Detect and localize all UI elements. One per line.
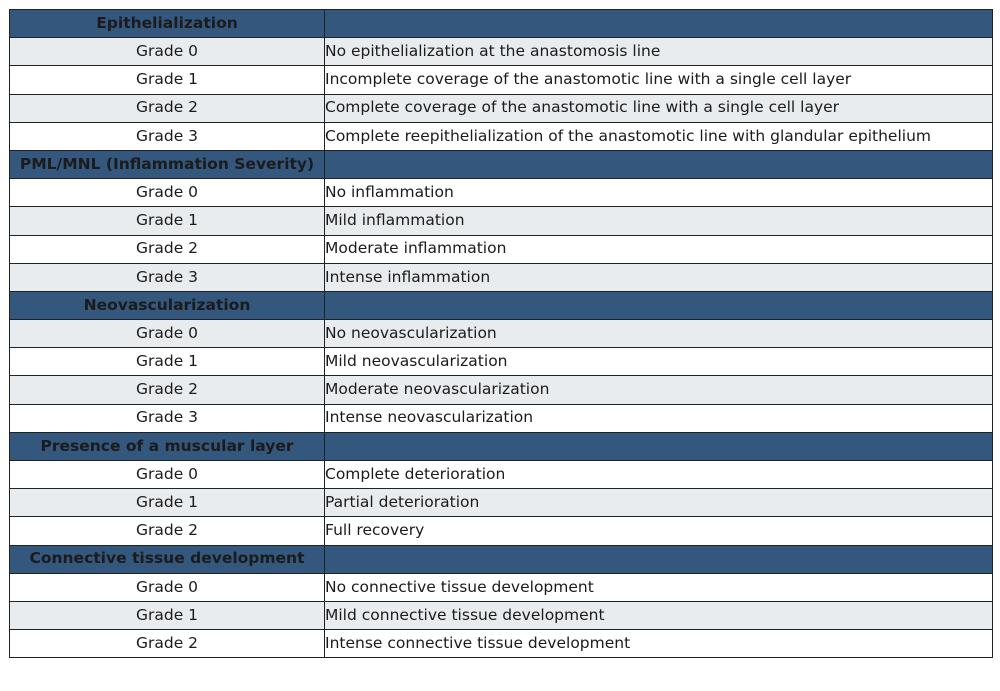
section-title: Neovascularization	[10, 291, 325, 319]
section-header-blank	[325, 545, 993, 573]
grade-cell: Grade 1	[10, 207, 325, 235]
description-cell: No connective tissue development	[325, 573, 993, 601]
table-row	[10, 376, 993, 404]
section-header-row	[10, 432, 993, 460]
section-header-row	[10, 545, 993, 573]
table-row	[10, 348, 993, 376]
grading-table	[9, 9, 993, 658]
table-row	[10, 38, 993, 66]
table-row	[10, 94, 993, 122]
table-row	[10, 235, 993, 263]
section-title: Epithelialization	[10, 10, 325, 38]
grade-cell: Grade 3	[10, 122, 325, 150]
section-header-blank	[325, 291, 993, 319]
grade-cell: Grade 0	[10, 38, 325, 66]
description-cell: Mild connective tissue development	[325, 601, 993, 629]
grade-cell: Grade 2	[10, 235, 325, 263]
description-cell: Mild neovascularization	[325, 348, 993, 376]
grade-cell: Grade 0	[10, 320, 325, 348]
description-cell: Partial deterioration	[325, 489, 993, 517]
table-body	[10, 10, 993, 658]
table-row	[10, 404, 993, 432]
table-row	[10, 66, 993, 94]
table-row	[10, 207, 993, 235]
grade-cell: Grade 2	[10, 630, 325, 658]
grade-cell: Grade 1	[10, 348, 325, 376]
section-title: PML/MNL (Inflammation Severity)	[10, 150, 325, 178]
grade-cell: Grade 0	[10, 461, 325, 489]
description-cell: Mild inflammation	[325, 207, 993, 235]
description-cell: Moderate neovascularization	[325, 376, 993, 404]
table-row	[10, 573, 993, 601]
section-header-blank	[325, 432, 993, 460]
description-cell: Intense neovascularization	[325, 404, 993, 432]
grade-cell: Grade 0	[10, 573, 325, 601]
grade-cell: Grade 0	[10, 179, 325, 207]
section-header-blank	[325, 150, 993, 178]
section-header-row	[10, 150, 993, 178]
description-cell: Incomplete coverage of the anastomotic line with a single cell layer	[325, 66, 993, 94]
grade-cell: Grade 2	[10, 517, 325, 545]
grade-cell: Grade 3	[10, 404, 325, 432]
description-cell: No epithelialization at the anastomosis line	[325, 38, 993, 66]
description-cell: No inflammation	[325, 179, 993, 207]
table-row	[10, 320, 993, 348]
section-header-blank	[325, 10, 993, 38]
description-cell: No neovascularization	[325, 320, 993, 348]
description-cell: Complete coverage of the anastomotic line with a single cell layer	[325, 94, 993, 122]
table-row	[10, 601, 993, 629]
table-row	[10, 263, 993, 291]
table-row	[10, 461, 993, 489]
section-header-row	[10, 291, 993, 319]
description-cell: Moderate inflammation	[325, 235, 993, 263]
section-title: Connective tissue development	[10, 545, 325, 573]
description-cell: Full recovery	[325, 517, 993, 545]
table-row	[10, 122, 993, 150]
description-cell: Intense inflammation	[325, 263, 993, 291]
description-cell: Complete reepithelialization of the anastomotic line with glandular epithelium	[325, 122, 993, 150]
section-title: Presence of a muscular layer	[10, 432, 325, 460]
section-header-row	[10, 10, 993, 38]
grade-cell: Grade 1	[10, 489, 325, 517]
table-row	[10, 630, 993, 658]
grade-cell: Grade 2	[10, 376, 325, 404]
grade-cell: Grade 1	[10, 601, 325, 629]
grade-cell: Grade 1	[10, 66, 325, 94]
description-cell: Intense connective tissue development	[325, 630, 993, 658]
grade-cell: Grade 3	[10, 263, 325, 291]
table-row	[10, 489, 993, 517]
table-row	[10, 517, 993, 545]
description-cell: Complete deterioration	[325, 461, 993, 489]
table-row	[10, 179, 993, 207]
grade-cell: Grade 2	[10, 94, 325, 122]
